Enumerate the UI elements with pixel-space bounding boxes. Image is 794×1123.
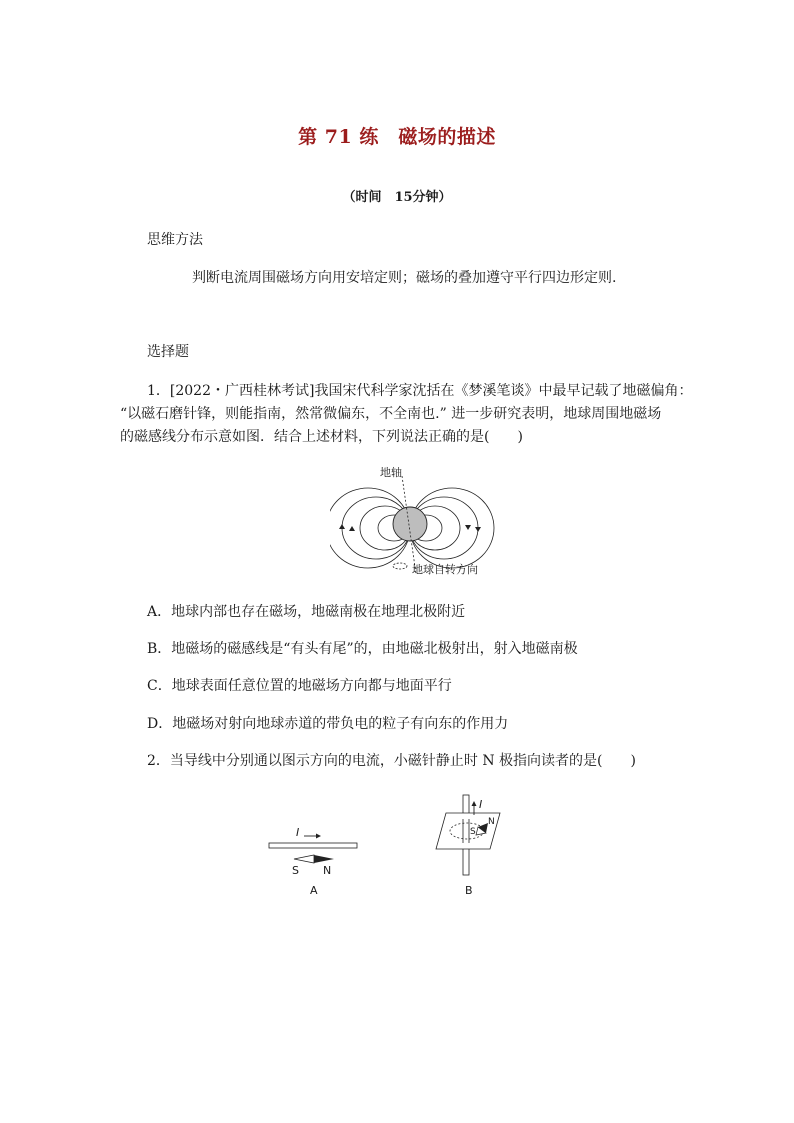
needle-n-half-a [314,855,334,863]
rotation-arc [393,563,407,569]
q2-figure-b [432,793,512,898]
earth-globe [393,507,427,541]
q2-stem: 2．当导线中分别通以图示方向的电流，小磁针静止时 N 极指向读者的是( ) [147,753,636,769]
earth-axis-label: 地轴 [380,466,402,479]
current-label-a: I [296,826,300,839]
s-label-b: S [470,827,476,837]
n-label-b: N [488,817,495,827]
q1-option-a: A．地球内部也存在磁场，地磁南极在地理北极附近 [147,604,466,620]
q1-option-d: D．地磁场对射向地球赤道的带负电的粒子有向东的作用力 [147,716,509,732]
method-text: 判断电流周围磁场方向用安培定则；磁场的叠加遵守平行四边形定则. [192,270,617,286]
q1-option-c: C．地球表面任意位置的地磁场方向都与地面平行 [147,678,452,694]
needle-s-half-a [294,855,314,863]
method-heading: 思维方法 [147,232,203,248]
q1-line-1: 1．[2022・广西桂林考试]我国宋代科学家沈括在《梦溪笔谈》中最早记载了地磁偏角： [147,383,693,399]
page-title: 第 71 练 磁场的描述 [298,126,496,148]
wire-a [269,843,357,848]
caption-a: A [310,884,318,897]
q2-figure-a [266,826,362,898]
current-label-b: I [479,798,483,811]
q1-option-b: B．地磁场的磁感线是“有头有尾”的，由地磁北极射出，射入地磁南极 [147,641,578,657]
section-heading: 选择题 [147,344,189,360]
q1-line-2: “以磁石磨针锋，则能指南，然常微偏东，不全南也.” 进一步研究表明，地球周围地磁场 [120,406,662,422]
time-limit: （时间 15分钟） [342,190,452,205]
rotation-label: 地球自转方向 [412,563,478,576]
q1-line-3: 的磁感线分布示意如图．结合上述材料，下列说法正确的是( ) [120,429,523,445]
caption-b: B [465,884,473,897]
s-label-a: S [292,864,299,877]
n-label-a: N [323,864,332,877]
earth-field-figure [330,462,500,580]
